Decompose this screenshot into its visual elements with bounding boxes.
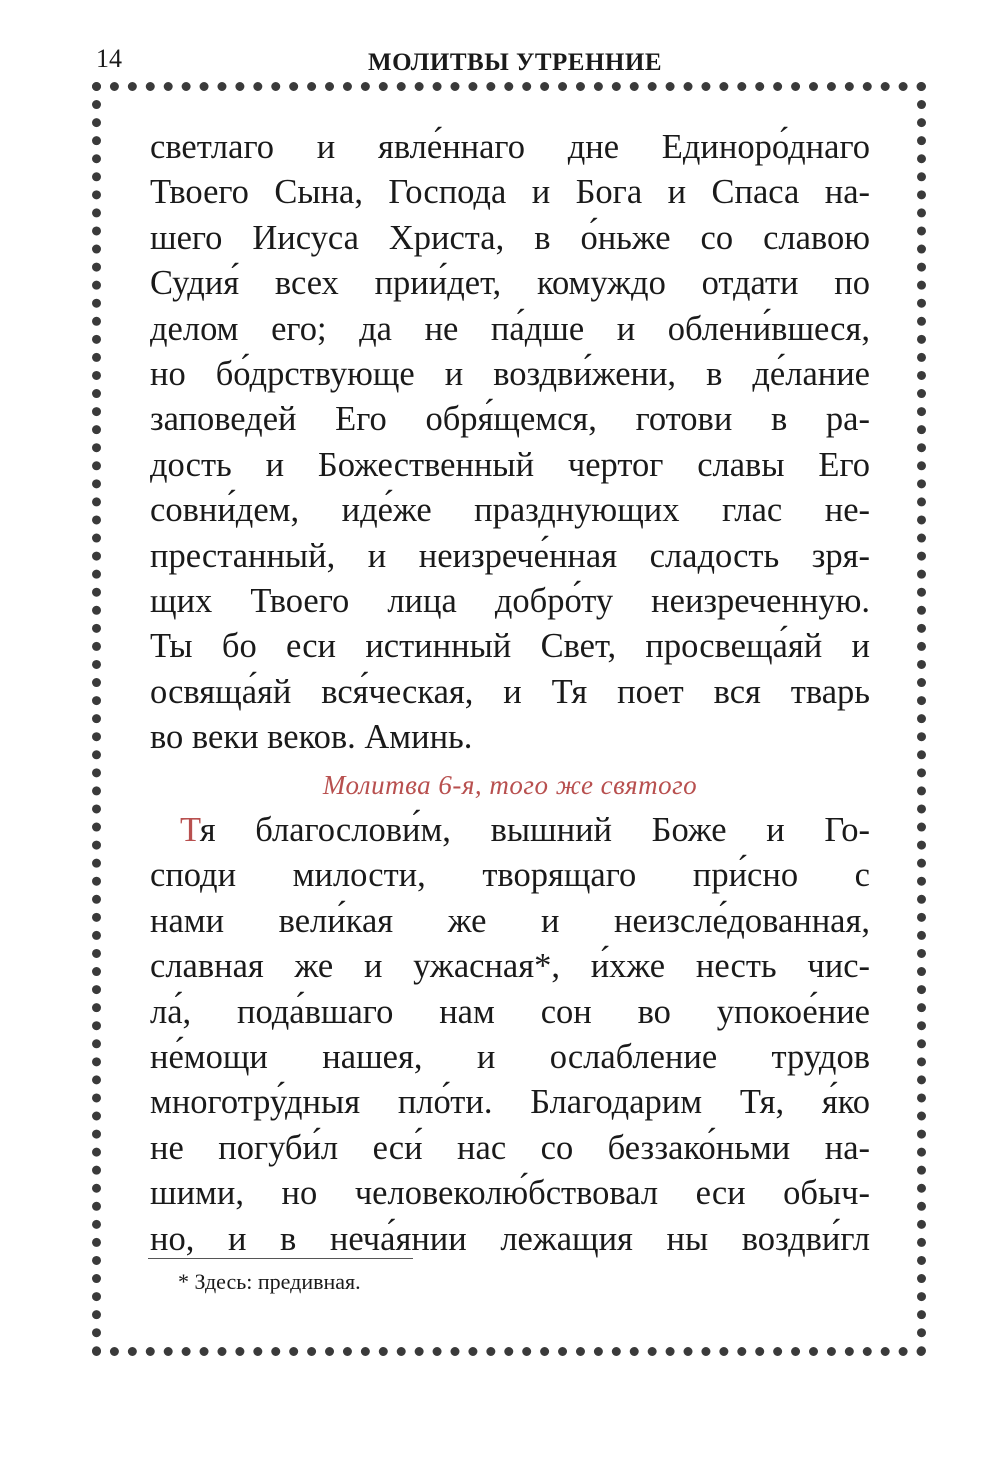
text-line: дость и Божественный чертог славы Его [150, 445, 870, 484]
text-line: щих Твоего лица добро́ту неизреченную. [150, 581, 870, 620]
text-line: ла́, пода́вшаго нам сон во упокое́ние [150, 992, 870, 1031]
text-line: шего Иисуса Христа, в о́ньже со славою [150, 218, 870, 257]
text-line: не погуби́л еси́ нас со беззако́ньми на- [150, 1128, 870, 1167]
body-text [150, 125, 870, 760]
running-header: МОЛИТВЫ УТРЕННИЕ [368, 49, 662, 76]
text-line: славная же и ужасная*, и́хже несть чис- [150, 947, 870, 986]
text-line: но бо́дрствующе и воздви́жени, в де́лание [150, 354, 870, 393]
text-line: споди милости, творящаго при́сно с [150, 856, 870, 895]
section-title: Молитва 6-я, того же святого [322, 770, 698, 800]
prayer-first-line-text: я благослови́м, вышний Боже и Го- [199, 811, 870, 849]
text-line: во веки веков. Аминь. [150, 718, 473, 757]
text-line: заповедей Его обря́щемся, готови в ра- [150, 400, 870, 439]
text-line: Твоего Сына, Господа и Бога и Спаса на- [150, 173, 870, 212]
text-line: но, и в неча́янии лежащия ны воздви́гл [150, 1219, 870, 1258]
footnote: * Здесь: предивная. [178, 1269, 361, 1294]
prayer-text [150, 808, 870, 1262]
text-line: престанный, и неизрече́нная сладость зря- [150, 536, 870, 575]
text-line: светлаго и явле́ннаго дне Единоро́днаго [150, 128, 870, 166]
text-line: Судия́ всех прии́дет, комуждо отдати по [150, 264, 870, 303]
text-line: многотру́дныя пло́ти. Благодарим Тя, я́ко [150, 1083, 870, 1122]
page-number: 14 [96, 44, 122, 73]
text-line: освяща́яй вся́ческая, и Тя поет вся тварь [150, 672, 870, 711]
text-line: шими, но человеколю́бствовал еси обыч- [150, 1174, 870, 1213]
text-line: нами вели́кая же и неизсле́дованная, [150, 901, 870, 940]
prayer-first-line [150, 808, 870, 853]
text-line: Ты бо еси истинный Свет, просвеща́яй и [150, 627, 870, 666]
drop-cap: Т [180, 811, 200, 849]
text-line: не́мощи нашея, и ослабление трудов [150, 1037, 870, 1076]
footnote-rule [148, 1258, 413, 1259]
text-line: делом его; да не па́дше и облени́вшеся, [150, 309, 870, 348]
text-line: совни́дем, иде́же празднующих глас не- [150, 491, 870, 530]
